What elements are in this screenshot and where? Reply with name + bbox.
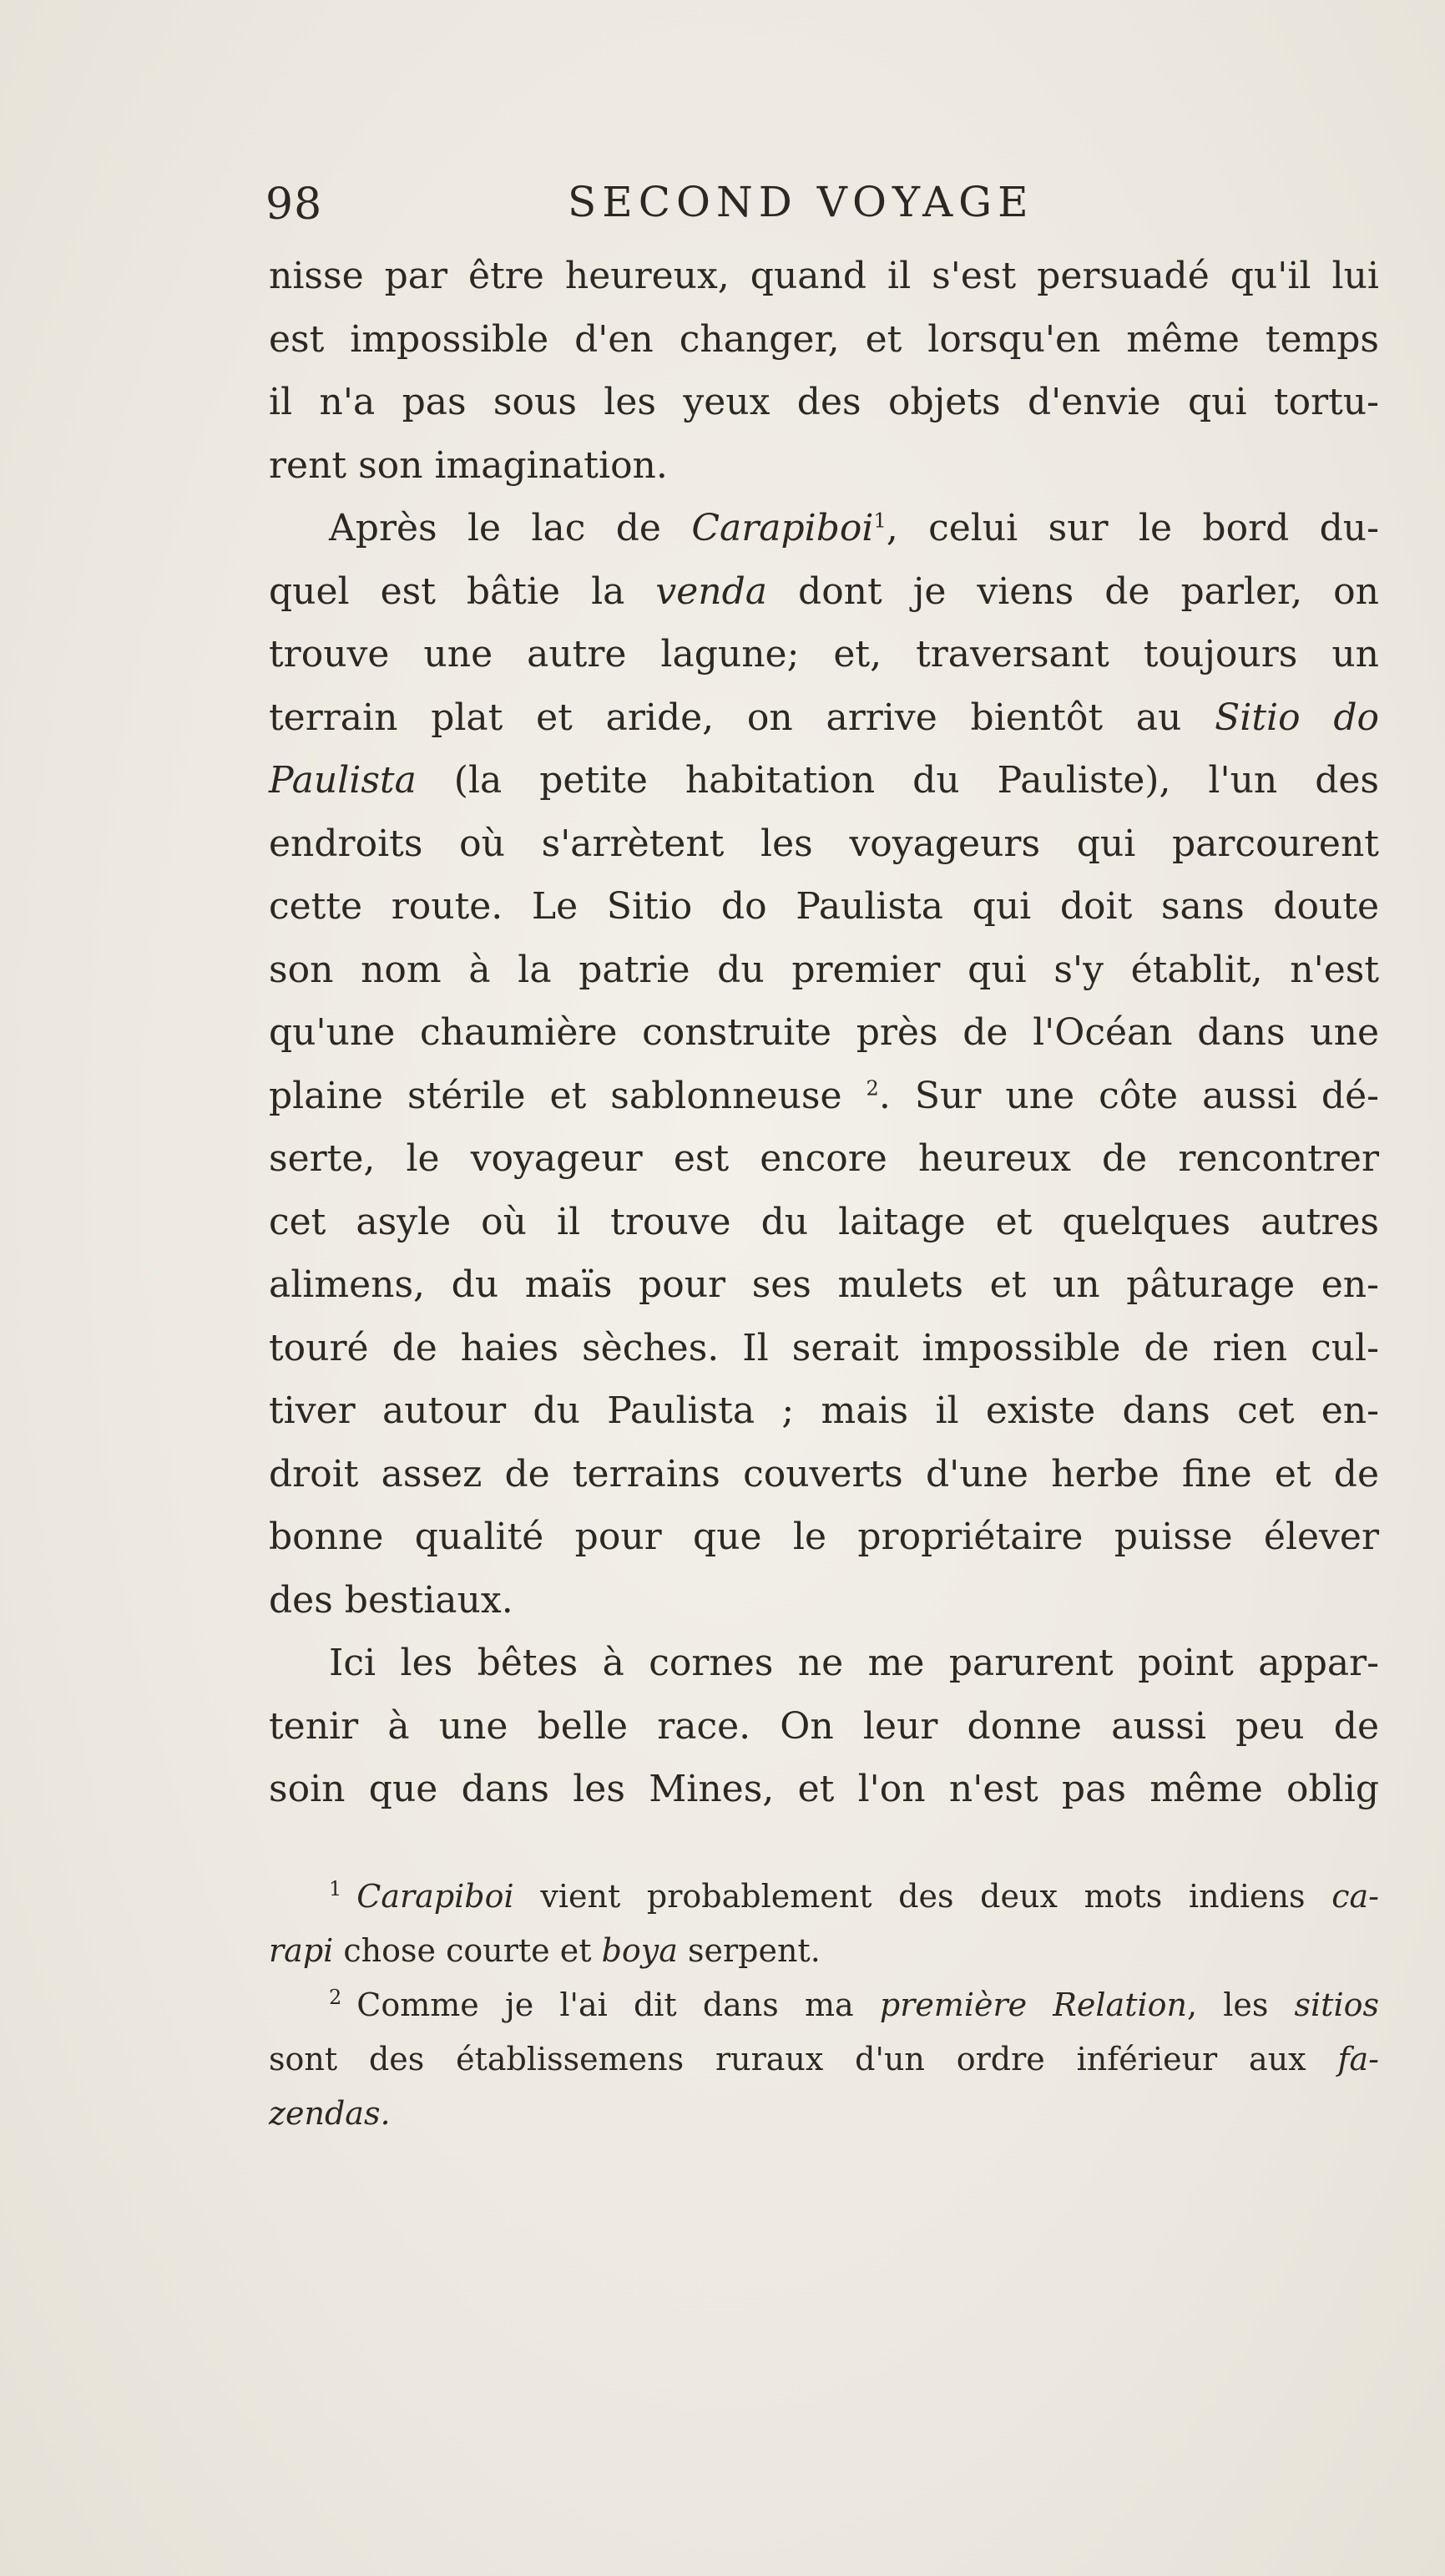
text-line: Ici les bêtes à cornes ne me parurent point appar- [329, 1642, 1379, 1684]
running-head [265, 171, 1379, 245]
paragraph-1 [269, 245, 1379, 497]
text-line: tenir à une belle race. On leur donne aussi peu de [269, 1704, 1379, 1748]
text-line: endroits où s'arrètent les voyageurs qui parcourent [269, 822, 1379, 865]
footnote-ref-1: 1 [873, 509, 887, 533]
text-line: trouve une autre lagune; et, traversant toujours un [269, 633, 1379, 676]
term-venda: venda [655, 569, 768, 613]
text-line: rent son imagination. [269, 443, 668, 487]
paragraph-2 [269, 497, 1379, 1632]
text-line: alimens, du maïs pour ses mulets et un pâturage en- [269, 1263, 1379, 1306]
text-line: des bestiaux. [269, 1578, 513, 1622]
text-line: est impossible d'en changer, et lorsqu'en même temps [269, 317, 1379, 361]
text-line: serte, le voyageur est encore heureux de rencontrer [269, 1137, 1379, 1180]
footnote-mark: 1 [329, 1876, 342, 1900]
text-line: Paulista (la petite habitation du Pauliste), l'un des [269, 759, 1379, 802]
footnote-1-line: $^1$ Carapiboi vient probablement des deux mots indiens ca- [329, 1876, 1379, 1915]
text-line: soin que dans les Mines, et l'on n'est pas même oblig [269, 1768, 1379, 1810]
text-line: tiver autour du Paulista ; mais il existe dans cet en- [269, 1389, 1379, 1432]
text-line: qu'une chaumière construite près de l'Océan dans une [269, 1011, 1379, 1054]
page-text-block [265, 171, 1379, 2141]
footnote-1-line: rapi chose courte et boya serpent. [269, 1931, 821, 1969]
text-line: son nom à la patrie du premier qui s'y établit, n'est [269, 948, 1379, 991]
footnotes [269, 1870, 1379, 2141]
running-title: SECOND VOYAGE [568, 178, 1034, 226]
text-line: il n'a pas sous les yeux des objets d'envie qui tortu- [269, 381, 1379, 423]
text-line: quel est bâtie la venda dont je viens de parler, on [269, 569, 1379, 613]
footnote-2-line: zendas. [269, 2094, 391, 2132]
text-line: nisse par être heureux, quand il s'est persuadé qu'il lui [269, 255, 1379, 297]
place-name-carapiboi: Carapiboi [691, 507, 874, 549]
footnote-ref-2: 2 [866, 1075, 879, 1100]
place-name-paulista: Paulista [269, 759, 417, 802]
text-line: cette route. Le Sitio do Paulista qui doit sans doute [269, 885, 1379, 928]
footnote-2-line: sont des établissemens ruraux d'un ordre inférieur aux fa- [269, 2040, 1379, 2078]
place-name-sitio-do: Sitio do [1215, 696, 1379, 739]
text-line: Après le lac de Carapiboi$^1$, celui sur le bord du- [329, 507, 1379, 549]
text-line: terrain plat et aride, on arrive bientôt au Sitio do [269, 696, 1379, 739]
text-line: cet asyle où il trouve du laitage et quelques autres [269, 1200, 1379, 1243]
footnote-2-line: $^2$ Comme je l'ai dit dans ma première Relation, les sitios [329, 1985, 1379, 2023]
text-line: droit assez de terrains couverts d'une herbe fine et de [269, 1452, 1379, 1495]
text-line: plaine stérile et sablonneuse $^2$. Sur une côte aussi dé- [269, 1074, 1379, 1117]
page-number: 98 [265, 180, 323, 230]
text-line: touré de haies sèches. Il serait impossible de rien cul- [269, 1326, 1379, 1369]
text-line: bonne qualité pour que le propriétaire puisse élever [269, 1516, 1379, 1558]
footnote-mark: 2 [329, 1985, 342, 2009]
paragraph-3 [269, 1632, 1379, 1821]
